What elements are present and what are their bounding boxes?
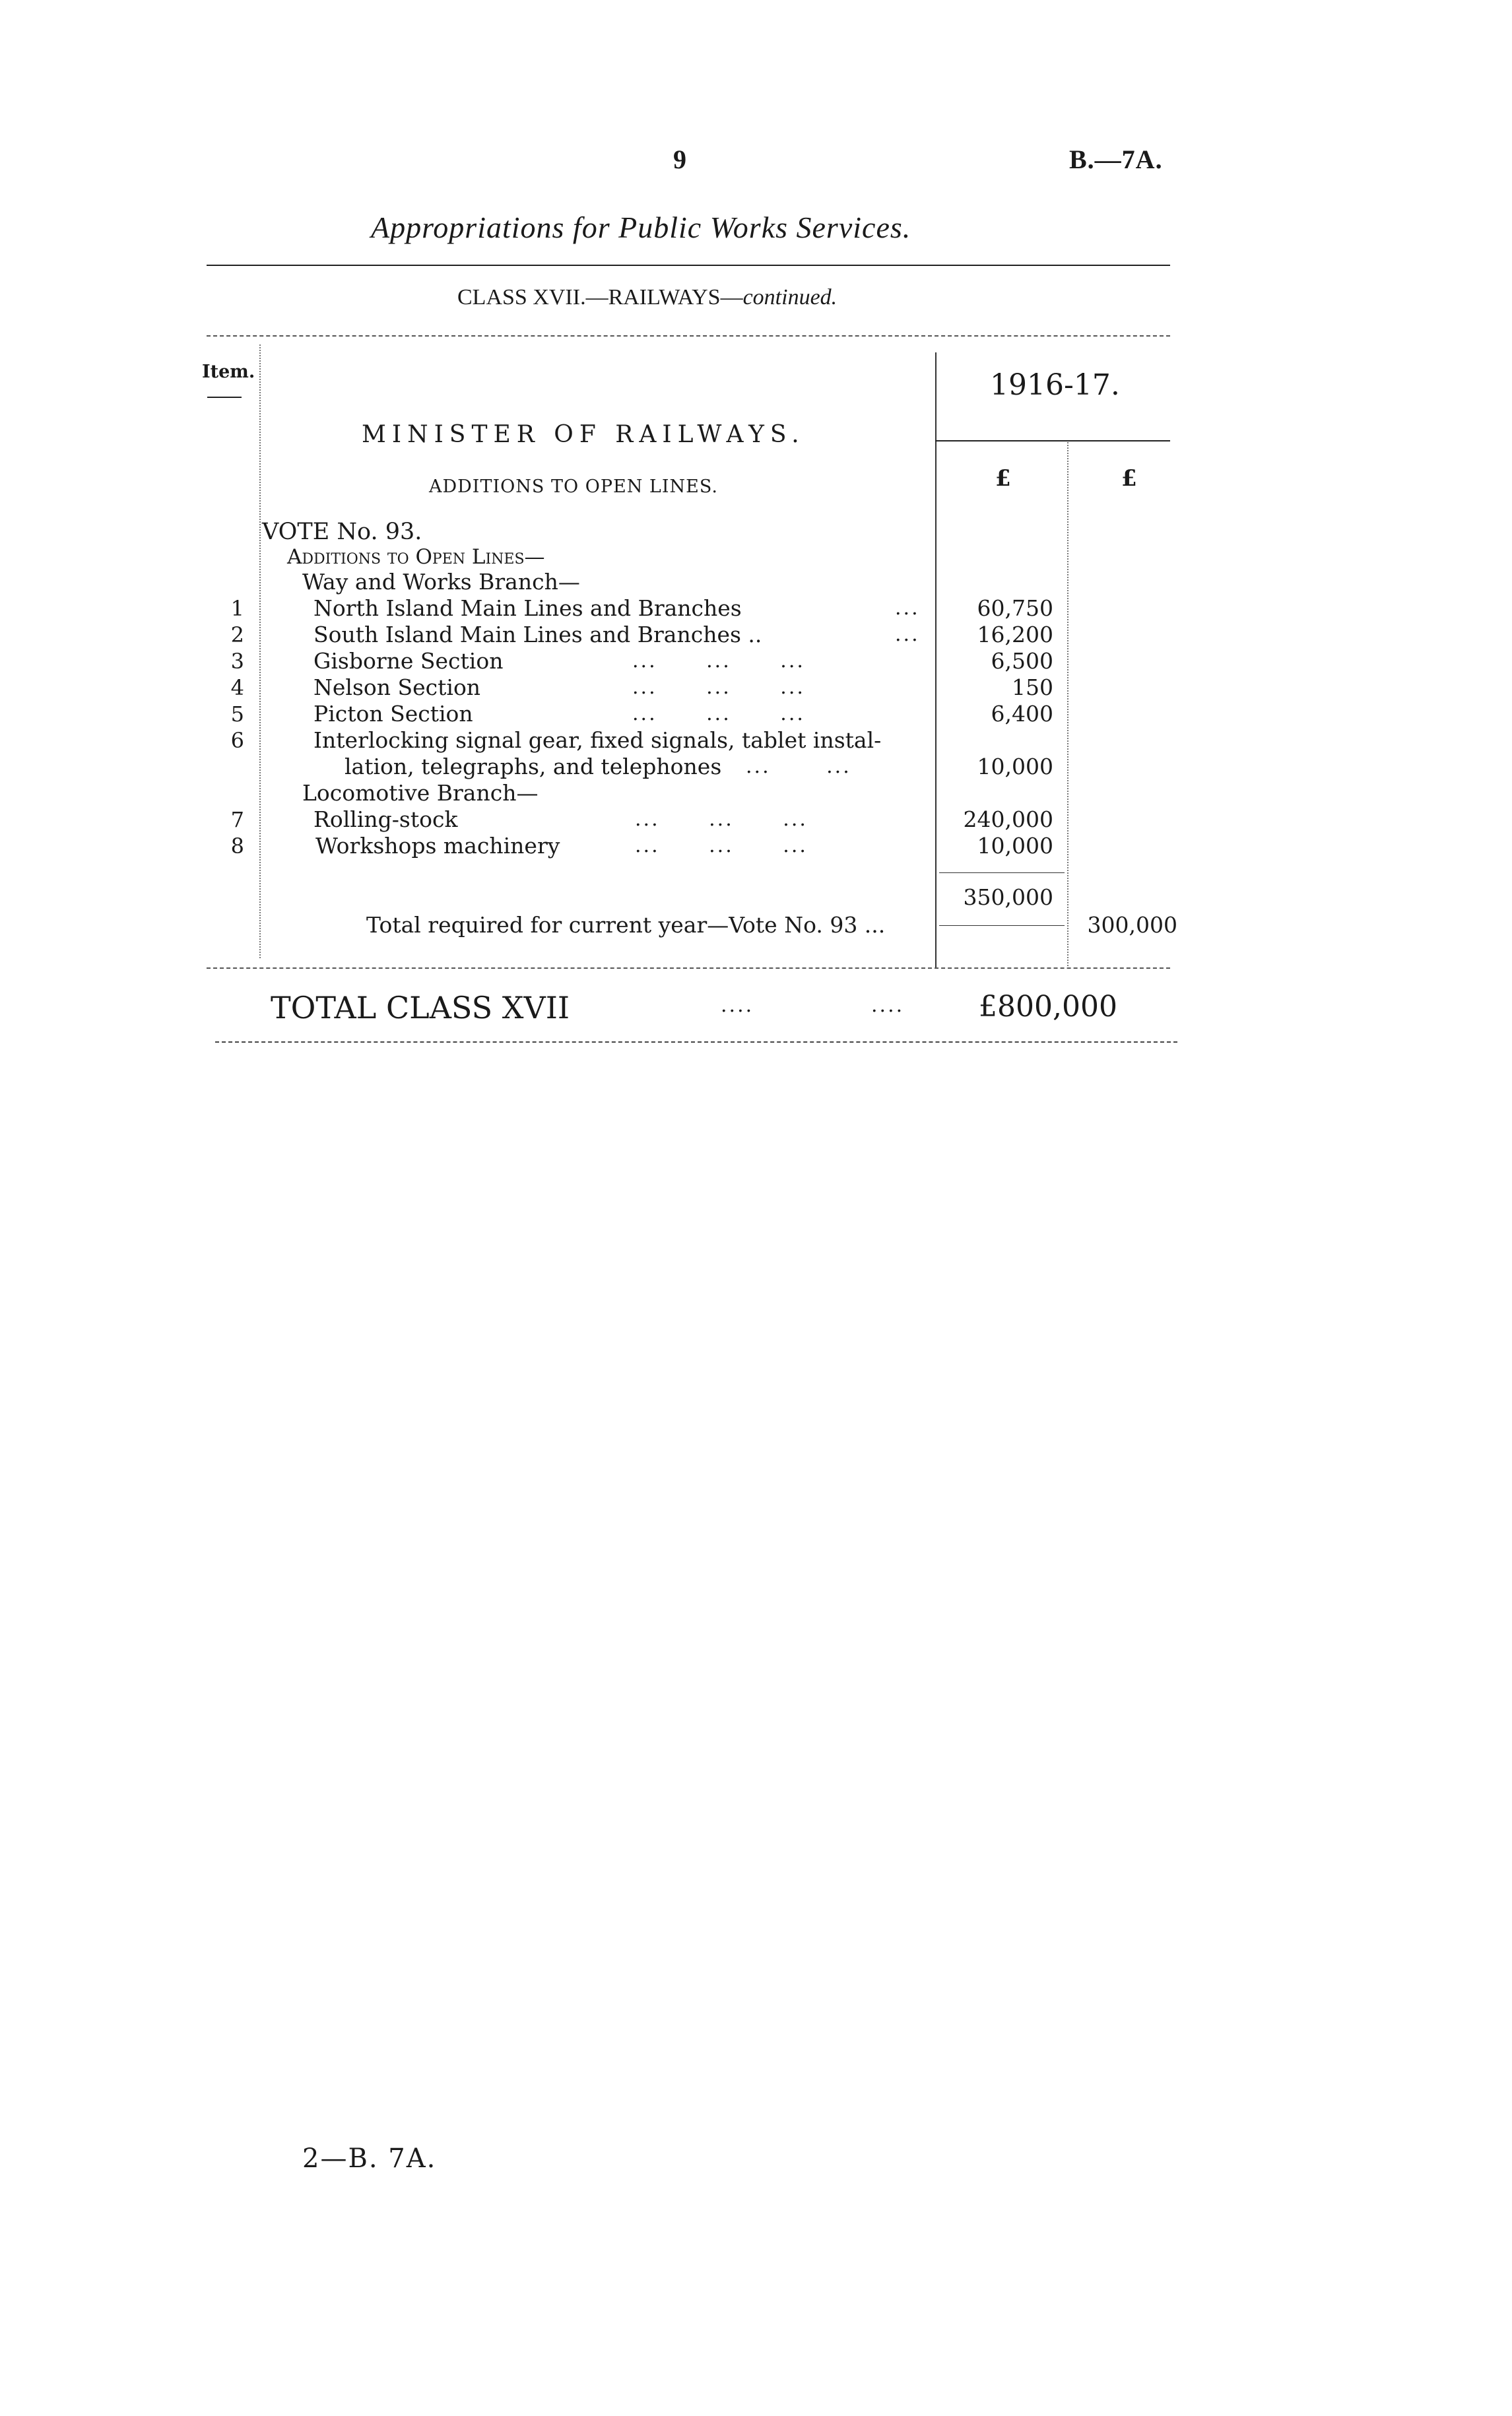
item-description-continuation: lation, telegraphs, and telephones [345, 754, 722, 779]
branch-heading-locomotive: Locomotive Branch— [302, 780, 539, 806]
page-number: 9 [673, 145, 686, 174]
item-description: Nelson Section [313, 674, 481, 700]
amount-column-middle-divider [1067, 442, 1068, 966]
branch-heading-way-and-works: Way and Works Branch— [302, 569, 580, 595]
item-amount: 6,500 [991, 648, 1053, 674]
item-leader: ... ... ... [632, 702, 805, 725]
item-number: 2 [230, 622, 244, 647]
item-number: 8 [230, 833, 244, 859]
header-rule [207, 265, 1170, 266]
item-number: 5 [230, 702, 244, 727]
financial-year-heading: 1916-17. [990, 368, 1120, 402]
sheet-signature: 2—B. 7A. [302, 2143, 437, 2174]
vote-number: VOTE No. 93. [262, 519, 422, 545]
subtotal-rule [939, 872, 1065, 873]
item-description: Picton Section [313, 701, 473, 727]
item-amount: 150 [1012, 674, 1053, 700]
amount-column-left-divider [935, 352, 937, 967]
vote-total-rule [939, 925, 1065, 926]
currency-symbol-col-1: £ [995, 465, 1011, 492]
table-bottom-rule [207, 967, 1170, 969]
item-number: 3 [230, 649, 244, 674]
item-number: 7 [230, 807, 244, 832]
vote-total-label: Total required for current year—Vote No. 93 ... [366, 912, 886, 938]
item-amount: 10,000 [977, 833, 1053, 859]
item-amount: 240,000 [963, 806, 1053, 832]
item-number: 4 [230, 675, 244, 700]
item-column-divider [259, 344, 261, 958]
item-leader: ... ... ... [632, 676, 805, 699]
class-heading [457, 285, 837, 310]
item-leader: ... ... [746, 755, 851, 778]
item-number: 6 [230, 728, 244, 753]
class-total-leader-1: .... [721, 994, 754, 1017]
minister-heading: MINISTER OF RAILWAYS. [362, 421, 805, 448]
class-total-amount: £800,000 [979, 990, 1117, 1024]
item-column-label: Item. [202, 362, 255, 382]
item-leader: ... [895, 623, 920, 646]
currency-symbol-col-2: £ [1121, 465, 1137, 492]
item-label-underline [207, 397, 242, 398]
item-number: 1 [230, 596, 244, 621]
item-amount: 10,000 [977, 754, 1053, 779]
class-total-label: TOTAL CLASS XVII [271, 990, 570, 1026]
item-description: Gisborne Section [313, 648, 504, 674]
item-leader: ... ... ... [632, 649, 805, 672]
item-leader: ... ... ... [635, 834, 808, 857]
item-description: North Island Main Lines and Branches [313, 595, 742, 621]
vote-total-amount: 300,000 [1087, 912, 1177, 938]
class-heading-continued: continued. [742, 285, 838, 310]
item-amount: 16,200 [977, 622, 1053, 647]
item-description: South Island Main Lines and Branches .. [313, 622, 762, 647]
year-heading-rule [935, 440, 1170, 441]
item-description: Interlocking signal gear, fixed signals, tablet instal- [313, 727, 882, 753]
item-amount: 6,400 [991, 701, 1053, 727]
section-subtitle: ADDITIONS TO OPEN LINES. [429, 476, 718, 497]
table-top-rule [207, 335, 1170, 337]
item-amount: 60,750 [977, 595, 1053, 621]
page-title: Appropriations for Public Works Services. [371, 211, 911, 244]
item-description: Workshops machinery [315, 833, 560, 859]
class-heading-main: CLASS XVII.—RAILWAYS— [457, 285, 743, 310]
item-leader: ... ... ... [635, 808, 808, 831]
document-reference: B.—7A. [1069, 145, 1163, 174]
item-leader: ... [895, 597, 920, 620]
class-total-rule [215, 1041, 1177, 1043]
class-total-leader-2: .... [871, 994, 905, 1017]
group-heading: Additions to Open Lines— [287, 545, 545, 569]
vote-subtotal: 350,000 [963, 884, 1053, 910]
item-description: Rolling-stock [313, 806, 458, 832]
